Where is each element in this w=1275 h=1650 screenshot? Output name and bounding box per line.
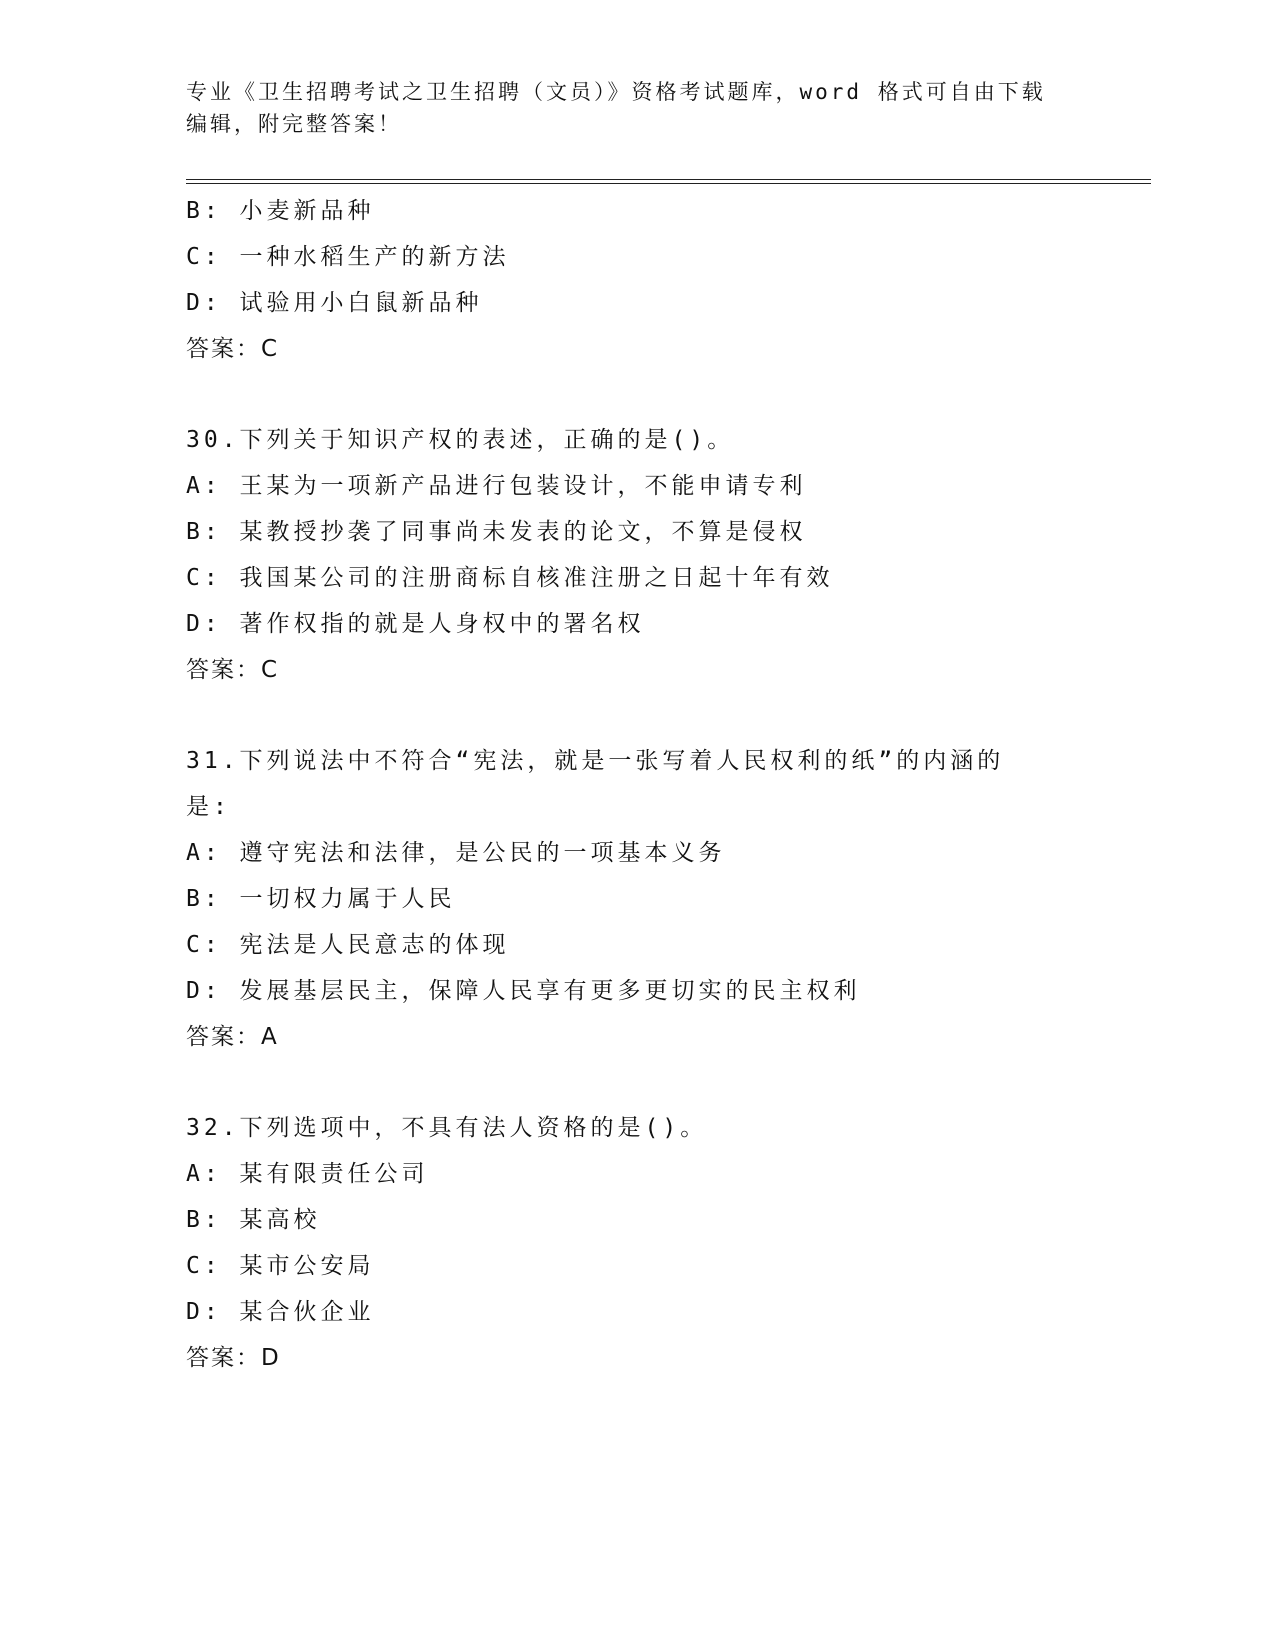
option-c: C: 宪法是人民意志的体现 [186,932,510,958]
option-d: D: 著作权指的就是人身权中的署名权 [186,611,645,637]
option-b: B: 某高校 [186,1207,321,1233]
header-line-1: 专业《卫生招聘考试之卫生招聘（文员）》资格考试题库，word 格式可自由下载 [186,80,1046,104]
header-line-2: 编辑，附完整答案！ [186,112,402,136]
option-a: A: 某有限责任公司 [186,1161,429,1187]
question-30 [186,417,1086,693]
option-d: D: 某合伙企业 [186,1299,375,1325]
option-c: C: 我国某公司的注册商标自核准注册之日起十年有效 [186,565,834,591]
question-list [186,188,1086,1381]
option-a: A: 王某为一项新产品进行包装设计，不能申请专利 [186,473,807,499]
question-title: 31.下列说法中不符合“宪法，就是一张写着人民权利的纸”的内涵的 [186,748,1005,774]
option-d: D: 试验用小白鼠新品种 [186,290,483,316]
question-title-continued: 是: [186,794,231,820]
answer: 答案：C [186,657,280,683]
document-header [186,76,1086,140]
question-title: 30.下列关于知识产权的表述，正确的是()。 [186,427,735,453]
prev-question-block [186,188,1086,372]
header-divider-top [186,179,1151,180]
header-divider-bottom [186,183,1151,184]
option-c: C: 某市公安局 [186,1253,375,1279]
question-title: 32.下列选项中，不具有法人资格的是()。 [186,1115,708,1141]
option-b: B: 一切权力属于人民 [186,886,456,912]
answer: 答案：A [186,1024,279,1050]
question-32 [186,1105,1086,1381]
question-31 [186,738,1086,1060]
option-c: C: 一种水稻生产的新方法 [186,244,510,270]
option-a: A: 遵守宪法和法律，是公民的一项基本义务 [186,840,726,866]
answer: 答案：C [186,336,280,362]
answer: 答案：D [186,1345,281,1371]
option-d: D: 发展基层民主，保障人民享有更多更切实的民主权利 [186,978,861,1004]
option-b: B: 小麦新品种 [186,198,375,224]
option-b: B: 某教授抄袭了同事尚未发表的论文，不算是侵权 [186,519,807,545]
